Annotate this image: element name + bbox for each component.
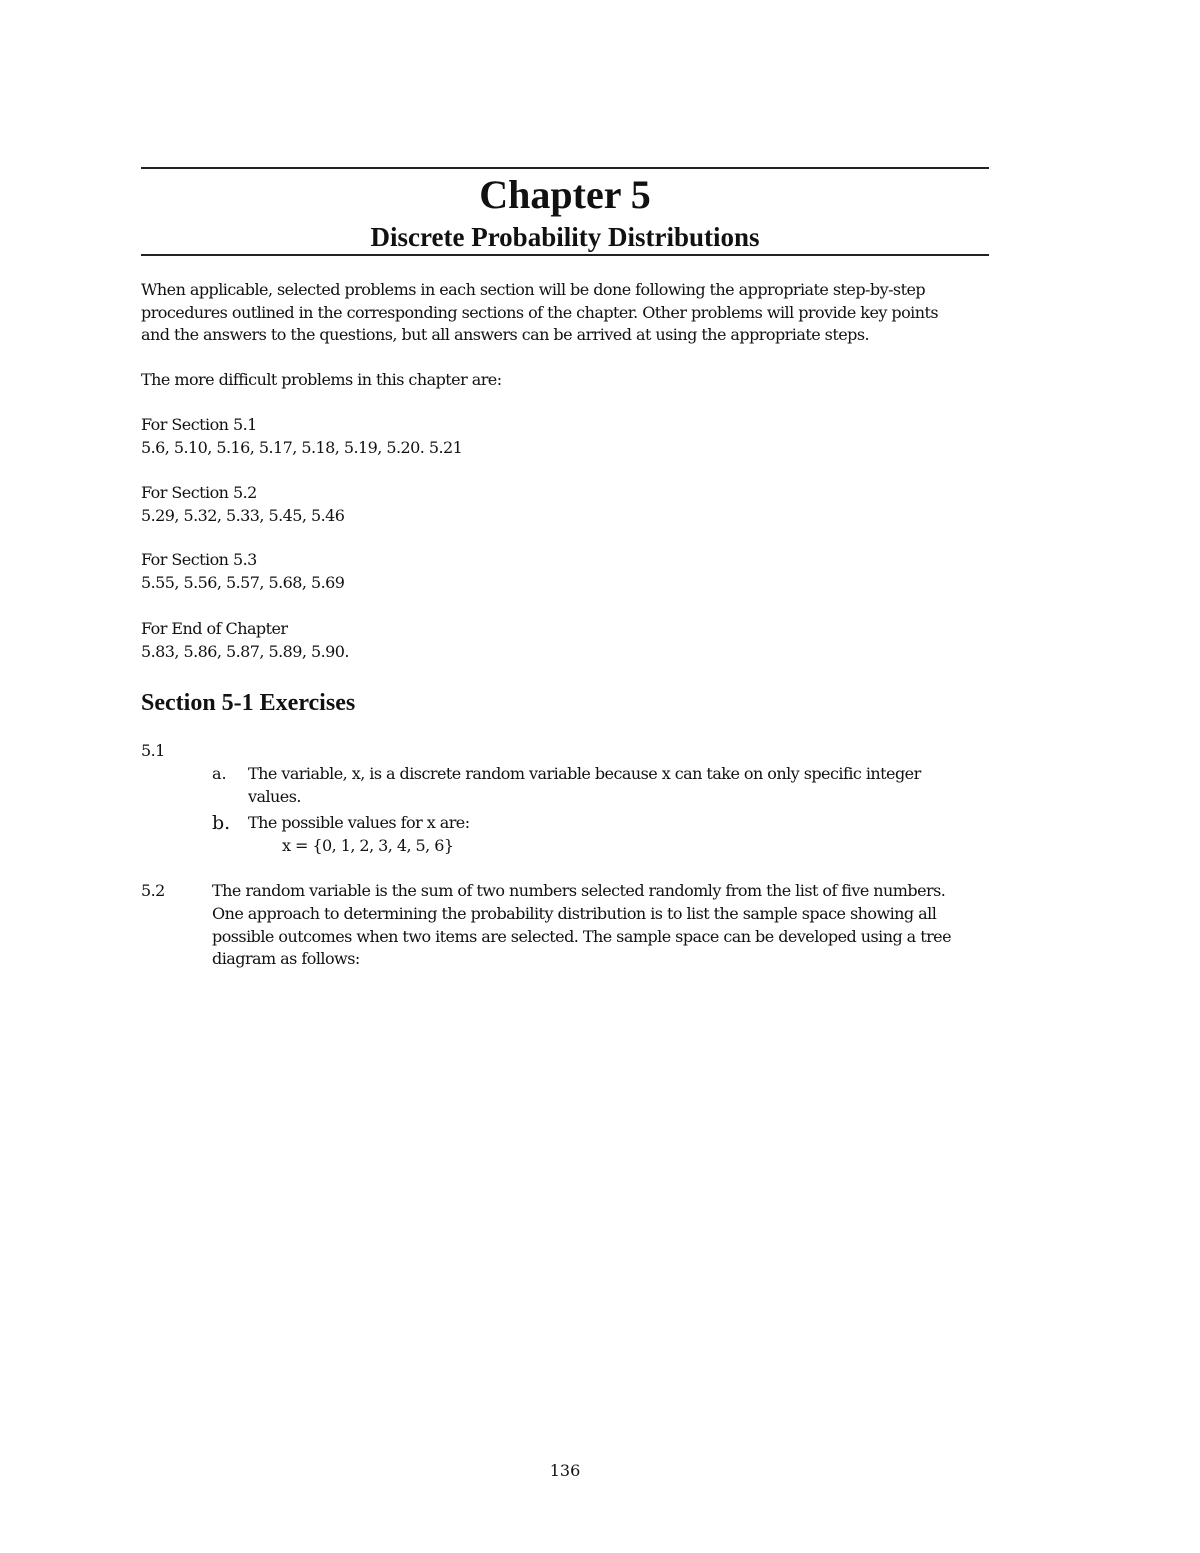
intro-paragraph (141, 279, 989, 347)
item-letter-a: a. (212, 764, 227, 783)
difficult-problems-heading: The more difficult problems in this chapter are: (141, 370, 502, 389)
problem-group-section-5-3 (141, 549, 344, 594)
chapter-title: Chapter 5 (479, 172, 651, 217)
item-a-line: The variable, x, is a discrete random variable because x can take on only specific integer (248, 764, 921, 783)
problem-group-label: For Section 5.2 (141, 483, 257, 502)
intro-line: and the answers to the questions, but all answers can be arrived at using the appropriate steps. (141, 325, 870, 344)
bottom-rule (141, 254, 989, 256)
exercise-5-2-text (212, 880, 951, 971)
problem-group-label: For Section 5.3 (141, 550, 257, 569)
section-heading: Section 5-1 Exercises (141, 690, 356, 716)
item-letter-b: b. (212, 812, 231, 834)
problem-group-label: For End of Chapter (141, 619, 288, 638)
item-b-text: The possible values for x are: (248, 813, 470, 832)
problem-group-list: 5.6, 5.10, 5.16, 5.17, 5.18, 5.19, 5.20. 5.21 (141, 437, 463, 457)
exercise-5-2-line: diagram as follows: (212, 949, 360, 969)
problem-group-end-of-chapter (141, 618, 349, 663)
problem-group-list: 5.55, 5.56, 5.57, 5.68, 5.69 (141, 572, 345, 592)
top-rule (141, 167, 989, 169)
problem-group-list: 5.83, 5.86, 5.87, 5.89, 5.90. (141, 641, 349, 661)
sample-values-formula: x = {0, 1, 2, 3, 4, 5, 6} (282, 836, 454, 855)
problem-group-section-5-1 (141, 414, 462, 459)
exercise-number: 5.1 (141, 741, 165, 760)
problem-group-label: For Section 5.1 (141, 415, 257, 434)
page-number: 136 (549, 1461, 581, 1480)
exercise-5-2-line: The random variable is the sum of two numbers selected randomly from the list of five numbers. (212, 881, 946, 900)
exercise-number: 5.2 (141, 881, 165, 900)
problem-group-list: 5.29, 5.32, 5.33, 5.45, 5.46 (141, 505, 345, 525)
intro-line: When applicable, selected problems in each section will be done following the appropriate step-by-step (141, 280, 926, 299)
item-a-line: values. (248, 786, 301, 806)
exercise-5-2-line: possible outcomes when two items are selected. The sample space can be developed using a tree (212, 926, 952, 946)
chapter-subtitle: Discrete Probability Distributions (370, 222, 760, 252)
item-a-text (248, 763, 921, 808)
exercise-5-2-line: One approach to determining the probability distribution is to list the sample space showing all (212, 903, 937, 923)
problem-group-section-5-2 (141, 482, 344, 527)
intro-line: procedures outlined in the corresponding sections of the chapter. Other problems will provide key points (141, 302, 939, 322)
